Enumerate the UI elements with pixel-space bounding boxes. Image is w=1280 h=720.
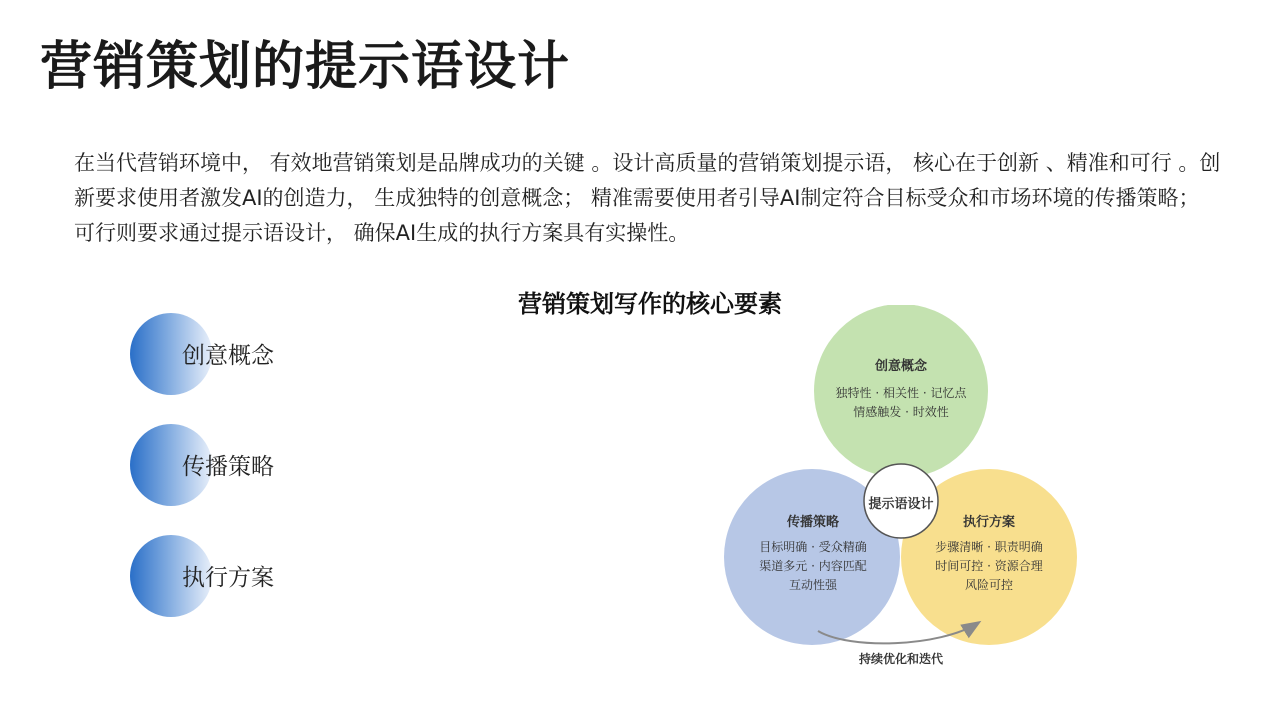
venn-top-text [836, 355, 967, 422]
cycle-label: 持续优化和迭代 [858, 652, 944, 666]
bullet-item-execution [130, 535, 390, 617]
bullet-label: 执行方案 [182, 565, 274, 591]
page-title: 营销策划的提示语设计 [40, 37, 571, 97]
diagram-heading: 营销策划写作的核心要素 [518, 290, 782, 318]
bullet-item-communication [130, 424, 390, 506]
venn-right-title: 执行方案 [962, 515, 1016, 530]
venn-left-line: 目标明确 · 受众精确 [759, 540, 867, 554]
venn-left-text [759, 511, 866, 595]
venn-top-title: 创意概念 [874, 359, 928, 374]
bullet-label: 创意概念 [182, 343, 274, 369]
venn-right-text [935, 511, 1042, 595]
venn-right-line: 风险可控 [964, 578, 1014, 592]
venn-right-line: 时间可控 · 资源合理 [935, 559, 1043, 573]
venn-left-line: 互动性强 [788, 578, 838, 592]
bullet-label: 传播策略 [182, 454, 274, 480]
venn-top-line: 情感触发 · 时效性 [853, 405, 949, 419]
venn-left-title: 传播策略 [786, 515, 840, 530]
venn-right-line: 步骤清晰 · 职责明确 [935, 540, 1043, 554]
bullet-item-creative [130, 313, 390, 395]
intro-paragraph: 在当代营销环境中， 有效地营销策划是品牌成功的关键 。设计高质量的营销策划提示语， 核心在于创新 、精准和可行 。创新要求使用者激发AI的创造力， 生成独特的创意概念； 精准需要使用者引导AI制定符合目标受众和市场环境的传播策略； 可行则要求通过提示语设计， 确保AI生成的执行方案具有实操性。 [74, 151, 1221, 245]
venn-diagram [700, 305, 1100, 685]
venn-top-line: 独特性 · 相关性 · 记忆点 [835, 386, 967, 400]
venn-center-label: 提示语设计 [868, 497, 934, 512]
venn-left-line: 渠道多元 · 内容匹配 [759, 559, 867, 573]
